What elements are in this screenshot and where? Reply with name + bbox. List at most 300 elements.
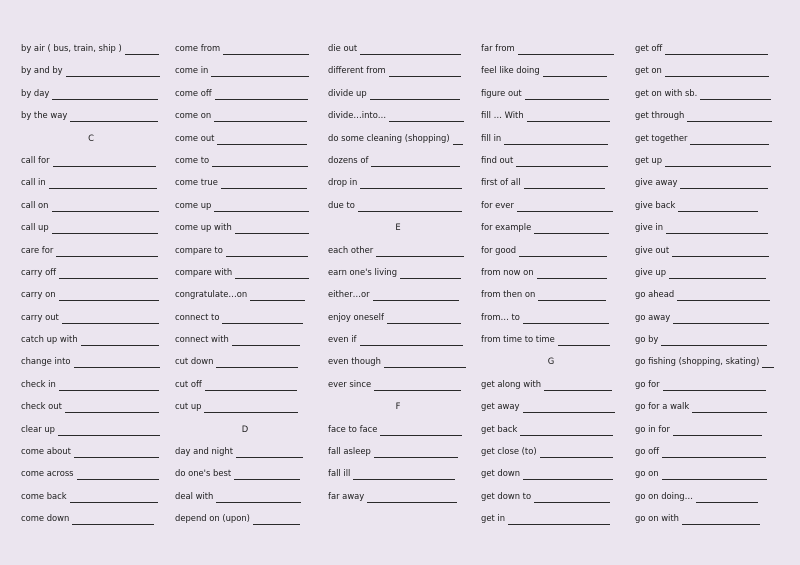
phrase-text: far from bbox=[481, 43, 515, 53]
answer-blank[interactable] bbox=[223, 43, 309, 55]
phrase-text: get off bbox=[635, 43, 663, 53]
phrase-text: come true bbox=[175, 177, 218, 188]
answer-blank[interactable] bbox=[673, 424, 762, 436]
answer-blank[interactable] bbox=[216, 491, 301, 503]
answer-blank[interactable] bbox=[214, 200, 309, 212]
answer-blank[interactable] bbox=[517, 200, 613, 212]
phrase-row bbox=[481, 198, 621, 220]
phrase-text: from time to time bbox=[481, 334, 555, 345]
phrase-text: come off bbox=[175, 87, 212, 98]
answer-blank[interactable] bbox=[374, 446, 458, 458]
phrase-row bbox=[21, 220, 161, 242]
phrase-text: from… to bbox=[481, 311, 520, 322]
phrase-row bbox=[328, 489, 468, 511]
answer-blank[interactable] bbox=[662, 446, 766, 458]
phrase-text: give up bbox=[635, 266, 667, 277]
phrase-row bbox=[481, 332, 621, 354]
section-letter-heading: C bbox=[88, 132, 94, 143]
phrase-text: catch up with bbox=[21, 334, 78, 345]
phrase-text: carry out bbox=[21, 311, 59, 322]
answer-blank[interactable] bbox=[358, 200, 462, 212]
phrase-text: carry off bbox=[21, 266, 56, 277]
phrase-row bbox=[328, 422, 468, 444]
phrase-text: ever since bbox=[328, 378, 372, 389]
answer-blank[interactable] bbox=[235, 267, 309, 279]
phrase-text: go ahead bbox=[635, 289, 675, 300]
phrase-text: by the way bbox=[21, 110, 68, 121]
answer-blank[interactable] bbox=[680, 177, 768, 189]
phrase-text: connect to bbox=[175, 311, 220, 322]
phrase-row bbox=[21, 354, 161, 376]
answer-blank[interactable] bbox=[519, 245, 607, 257]
answer-blank[interactable] bbox=[687, 110, 772, 122]
phrase-text: call in bbox=[21, 177, 46, 188]
phrase-row bbox=[635, 466, 780, 488]
answer-blank[interactable] bbox=[59, 267, 158, 279]
phrase-column bbox=[21, 41, 161, 534]
phrase-row bbox=[635, 86, 780, 108]
phrase-row bbox=[635, 220, 780, 242]
phrase-column bbox=[175, 41, 315, 534]
answer-blank[interactable] bbox=[226, 245, 308, 257]
phrase-text: divide up bbox=[328, 87, 367, 98]
phrase-text: come up bbox=[175, 199, 212, 210]
answer-blank[interactable] bbox=[52, 200, 159, 212]
phrase-text: clear up bbox=[21, 423, 55, 434]
phrase-row bbox=[328, 377, 468, 399]
phrase-column bbox=[481, 41, 621, 534]
phrase-text: get down to bbox=[481, 490, 532, 501]
phrase-text: even though bbox=[328, 356, 381, 367]
phrase-row bbox=[635, 489, 780, 511]
phrase-text: go on with bbox=[635, 513, 679, 524]
phrase-text: fall asleep bbox=[328, 446, 371, 457]
answer-blank[interactable] bbox=[234, 468, 300, 480]
phrase-text: far away bbox=[328, 490, 365, 501]
phrase-row bbox=[635, 63, 780, 85]
phrase-row bbox=[635, 41, 780, 63]
answer-blank[interactable] bbox=[673, 312, 769, 324]
phrase-text: cut up bbox=[175, 401, 202, 412]
answer-blank[interactable] bbox=[527, 110, 610, 122]
phrase-row bbox=[635, 265, 780, 287]
answer-blank[interactable] bbox=[66, 65, 160, 77]
answer-blank[interactable] bbox=[389, 65, 461, 77]
phrase-text: for example bbox=[481, 222, 532, 233]
phrase-text: get away bbox=[481, 401, 520, 412]
phrase-text: from now on bbox=[481, 266, 534, 277]
phrase-text: go in for bbox=[635, 423, 670, 434]
phrase-text: get in bbox=[481, 513, 506, 524]
phrase-text: day and night bbox=[175, 446, 234, 457]
phrase-text: get down bbox=[481, 468, 521, 479]
answer-blank[interactable] bbox=[665, 155, 771, 167]
answer-blank[interactable] bbox=[371, 155, 460, 167]
phrase-row bbox=[175, 377, 315, 399]
answer-blank[interactable] bbox=[666, 222, 768, 234]
answer-blank[interactable] bbox=[70, 491, 158, 503]
answer-blank[interactable] bbox=[56, 245, 158, 257]
phrase-row bbox=[328, 332, 468, 354]
answer-blank[interactable] bbox=[516, 155, 608, 167]
phrase-text: change into bbox=[21, 356, 71, 367]
phrase-text: get on bbox=[635, 65, 662, 76]
phrase-text: either…or bbox=[328, 289, 370, 300]
phrase-row bbox=[328, 131, 468, 153]
answer-blank[interactable] bbox=[384, 356, 466, 368]
phrase-row bbox=[175, 265, 315, 287]
answer-blank[interactable] bbox=[534, 222, 609, 234]
answer-blank[interactable] bbox=[74, 356, 160, 368]
phrase-text: fall ill bbox=[328, 468, 351, 479]
phrase-row bbox=[21, 444, 161, 466]
answer-blank[interactable] bbox=[543, 65, 607, 77]
phrase-row bbox=[21, 377, 161, 399]
phrase-text: come to bbox=[175, 154, 210, 165]
phrase-row bbox=[481, 108, 621, 130]
phrase-text: come out bbox=[175, 132, 215, 143]
answer-blank[interactable] bbox=[540, 446, 613, 458]
phrase-row bbox=[21, 511, 161, 533]
answer-blank[interactable] bbox=[253, 513, 300, 525]
phrase-text: fill … With bbox=[481, 110, 524, 121]
phrase-text: come about bbox=[21, 446, 71, 457]
phrase-row bbox=[21, 399, 161, 421]
phrase-text: for good bbox=[481, 244, 517, 255]
answer-blank[interactable] bbox=[216, 356, 298, 368]
phrase-row bbox=[21, 287, 161, 309]
phrase-text: dozens of bbox=[328, 154, 369, 165]
phrase-row bbox=[328, 86, 468, 108]
phrase-text: feel like doing bbox=[481, 65, 540, 76]
answer-blank[interactable] bbox=[72, 513, 154, 525]
answer-blank[interactable] bbox=[205, 379, 297, 391]
answer-blank[interactable] bbox=[74, 446, 159, 458]
phrase-row bbox=[175, 489, 315, 511]
answer-blank[interactable] bbox=[453, 133, 463, 145]
answer-blank[interactable] bbox=[373, 289, 459, 301]
phrase-text: carry on bbox=[21, 289, 56, 300]
answer-blank[interactable] bbox=[665, 43, 768, 55]
answer-blank[interactable] bbox=[524, 177, 605, 189]
answer-blank[interactable] bbox=[389, 110, 464, 122]
answer-blank[interactable] bbox=[663, 379, 766, 391]
answer-blank[interactable] bbox=[700, 88, 771, 100]
phrase-row bbox=[481, 63, 621, 85]
answer-blank[interactable] bbox=[508, 513, 610, 525]
phrase-text: get along with bbox=[481, 378, 542, 389]
phrase-row bbox=[635, 444, 780, 466]
phrase-row bbox=[175, 63, 315, 85]
phrase-text: check out bbox=[21, 401, 62, 412]
phrase-text: each other bbox=[328, 244, 374, 255]
phrase-row bbox=[175, 332, 315, 354]
phrase-text: come back bbox=[21, 490, 67, 501]
phrase-text: call on bbox=[21, 199, 49, 210]
answer-blank[interactable] bbox=[62, 312, 159, 324]
answer-blank[interactable] bbox=[400, 267, 461, 279]
phrase-row bbox=[328, 175, 468, 197]
phrase-text: go on bbox=[635, 468, 659, 479]
phrase-text: go for a walk bbox=[635, 401, 690, 412]
phrase-row bbox=[21, 265, 161, 287]
phrase-row bbox=[481, 41, 621, 63]
phrase-row bbox=[175, 131, 315, 153]
phrase-row bbox=[21, 153, 161, 175]
phrase-row bbox=[328, 354, 468, 376]
answer-blank[interactable] bbox=[235, 222, 309, 234]
phrase-text: come in bbox=[175, 65, 209, 76]
phrase-row bbox=[635, 175, 780, 197]
phrase-row bbox=[481, 265, 621, 287]
answer-blank[interactable] bbox=[360, 43, 461, 55]
phrase-text: for ever bbox=[481, 199, 514, 210]
phrase-row bbox=[635, 198, 780, 220]
answer-blank[interactable] bbox=[523, 468, 613, 480]
phrase-text: check in bbox=[21, 378, 56, 389]
phrase-row bbox=[635, 332, 780, 354]
phrase-row bbox=[328, 466, 468, 488]
phrase-row bbox=[21, 332, 161, 354]
phrase-text: fill in bbox=[481, 132, 502, 143]
phrase-text: deal with bbox=[175, 490, 214, 501]
answer-blank[interactable] bbox=[518, 43, 614, 55]
answer-blank[interactable] bbox=[387, 312, 461, 324]
phrase-row bbox=[328, 153, 468, 175]
phrase-row bbox=[635, 310, 780, 332]
answer-blank[interactable] bbox=[52, 222, 158, 234]
phrase-text: get up bbox=[635, 154, 663, 165]
answer-blank[interactable] bbox=[504, 133, 608, 145]
answer-blank[interactable] bbox=[558, 334, 610, 346]
phrase-text: get close (to) bbox=[481, 446, 537, 457]
phrase-text: go by bbox=[635, 334, 659, 345]
phrase-text: go fishing (shopping, skating) bbox=[635, 356, 760, 367]
answer-blank[interactable] bbox=[232, 334, 300, 346]
answer-blank[interactable] bbox=[236, 446, 303, 458]
answer-blank[interactable] bbox=[525, 88, 609, 100]
phrase-text: divide…into… bbox=[328, 110, 387, 121]
answer-blank[interactable] bbox=[77, 468, 159, 480]
phrase-row bbox=[328, 243, 468, 265]
phrase-row bbox=[328, 41, 468, 63]
phrase-row bbox=[328, 265, 468, 287]
answer-blank[interactable] bbox=[370, 88, 460, 100]
phrase-row bbox=[175, 108, 315, 130]
answer-blank[interactable] bbox=[376, 245, 464, 257]
answer-blank[interactable] bbox=[70, 110, 158, 122]
phrase-text: different from bbox=[328, 65, 386, 76]
phrase-text: go away bbox=[635, 311, 671, 322]
phrase-text: even if bbox=[328, 334, 357, 345]
phrase-text: come across bbox=[21, 468, 74, 479]
phrase-row bbox=[21, 108, 161, 130]
phrase-text: go off bbox=[635, 446, 659, 457]
phrase-row bbox=[481, 86, 621, 108]
phrase-text: care for bbox=[21, 244, 54, 255]
answer-blank[interactable] bbox=[217, 133, 307, 145]
phrase-row bbox=[21, 63, 161, 85]
phrase-row bbox=[21, 41, 161, 63]
phrase-row bbox=[175, 86, 315, 108]
answer-blank[interactable] bbox=[696, 491, 758, 503]
phrase-row bbox=[635, 287, 780, 309]
phrase-row bbox=[175, 511, 315, 533]
phrase-row bbox=[21, 198, 161, 220]
answer-blank[interactable] bbox=[690, 133, 769, 145]
phrase-row bbox=[21, 422, 161, 444]
answer-blank[interactable] bbox=[59, 379, 159, 391]
phrase-row bbox=[481, 444, 621, 466]
phrase-text: compare to bbox=[175, 244, 223, 255]
answer-blank[interactable] bbox=[212, 155, 308, 167]
phrase-row bbox=[481, 131, 621, 153]
phrase-text: cut off bbox=[175, 378, 202, 389]
phrase-column bbox=[635, 41, 780, 534]
phrase-row bbox=[635, 243, 780, 265]
phrase-row bbox=[481, 399, 621, 421]
phrase-row bbox=[481, 175, 621, 197]
phrase-row bbox=[635, 399, 780, 421]
phrase-text: do one's best bbox=[175, 468, 232, 479]
answer-blank[interactable] bbox=[523, 401, 615, 413]
phrase-text: come on bbox=[175, 110, 212, 121]
answer-blank[interactable] bbox=[523, 312, 609, 324]
answer-blank[interactable] bbox=[53, 155, 156, 167]
answer-blank[interactable] bbox=[222, 312, 303, 324]
phrase-text: by air ( bus, train, ship ) bbox=[21, 43, 122, 53]
answer-blank[interactable] bbox=[214, 110, 307, 122]
answer-blank[interactable] bbox=[65, 401, 159, 413]
answer-blank[interactable] bbox=[211, 65, 309, 77]
phrase-row bbox=[21, 310, 161, 332]
phrase-text: figure out bbox=[481, 87, 522, 98]
phrase-row bbox=[175, 399, 315, 421]
answer-blank[interactable] bbox=[49, 177, 157, 189]
phrase-row bbox=[21, 466, 161, 488]
phrase-text: by and by bbox=[21, 65, 63, 76]
answer-blank[interactable] bbox=[677, 289, 770, 301]
phrase-text: come from bbox=[175, 43, 221, 53]
phrase-text: give back bbox=[635, 199, 676, 210]
answer-blank[interactable] bbox=[662, 468, 767, 480]
phrase-text: depend on (upon) bbox=[175, 513, 250, 524]
phrase-row bbox=[328, 198, 468, 220]
phrase-text: cut down bbox=[175, 356, 214, 367]
phrase-row bbox=[481, 310, 621, 332]
section-letter-heading: E bbox=[395, 222, 401, 233]
phrase-row bbox=[481, 511, 621, 533]
phrase-text: go on doing… bbox=[635, 490, 693, 501]
answer-blank[interactable] bbox=[215, 88, 308, 100]
phrase-row bbox=[481, 243, 621, 265]
answer-blank[interactable] bbox=[692, 401, 767, 413]
phrase-text: die out bbox=[328, 43, 358, 53]
answer-blank[interactable] bbox=[537, 267, 607, 279]
phrase-text: call up bbox=[21, 222, 49, 233]
phrase-row bbox=[21, 86, 161, 108]
answer-blank[interactable] bbox=[52, 88, 158, 100]
phrase-text: by day bbox=[21, 87, 50, 98]
phrase-row bbox=[175, 153, 315, 175]
phrase-row bbox=[175, 287, 315, 309]
answer-blank[interactable] bbox=[544, 379, 612, 391]
phrase-row bbox=[481, 377, 621, 399]
answer-blank[interactable] bbox=[678, 200, 758, 212]
phrase-text: earn one's living bbox=[328, 266, 398, 277]
answer-blank[interactable] bbox=[682, 513, 760, 525]
phrase-row bbox=[481, 287, 621, 309]
phrase-row bbox=[328, 63, 468, 85]
phrase-row bbox=[635, 108, 780, 130]
phrase-row bbox=[635, 131, 780, 153]
phrase-row bbox=[175, 220, 315, 242]
phrase-row bbox=[635, 422, 780, 444]
phrase-text: get back bbox=[481, 423, 518, 434]
phrase-row bbox=[21, 243, 161, 265]
phrase-text: compare with bbox=[175, 266, 233, 277]
phrase-row bbox=[481, 153, 621, 175]
phrase-row bbox=[328, 287, 468, 309]
phrase-row bbox=[481, 422, 621, 444]
phrase-text: congratulate…on bbox=[175, 289, 248, 300]
phrase-row bbox=[481, 489, 621, 511]
answer-blank[interactable] bbox=[221, 177, 307, 189]
answer-blank[interactable] bbox=[59, 289, 159, 301]
answer-blank[interactable] bbox=[204, 401, 298, 413]
phrase-text: go for bbox=[635, 378, 660, 389]
answer-blank[interactable] bbox=[374, 379, 461, 391]
phrase-row bbox=[175, 41, 315, 63]
section-letter-heading: G bbox=[547, 356, 555, 367]
phrase-text: get together bbox=[635, 132, 688, 143]
phrase-text: come down bbox=[21, 513, 70, 524]
phrase-text: get through bbox=[635, 110, 685, 121]
phrase-row bbox=[635, 153, 780, 175]
phrase-row bbox=[175, 175, 315, 197]
phrase-row bbox=[635, 354, 780, 376]
phrase-row bbox=[328, 444, 468, 466]
phrase-text: from then on bbox=[481, 289, 536, 300]
phrase-row bbox=[481, 466, 621, 488]
answer-blank[interactable] bbox=[353, 468, 455, 480]
phrase-row bbox=[175, 243, 315, 265]
phrase-text: get on with sb. bbox=[635, 87, 698, 98]
answer-blank[interactable] bbox=[360, 177, 462, 189]
answer-blank[interactable] bbox=[665, 65, 769, 77]
section-letter-heading: F bbox=[395, 401, 401, 412]
answer-blank[interactable] bbox=[672, 245, 769, 257]
phrase-text: come up with bbox=[175, 222, 232, 233]
answer-blank[interactable] bbox=[380, 424, 462, 436]
answer-blank[interactable] bbox=[125, 43, 159, 55]
answer-blank[interactable] bbox=[58, 424, 160, 436]
answer-blank[interactable] bbox=[762, 356, 774, 368]
answer-blank[interactable] bbox=[661, 334, 767, 346]
answer-blank[interactable] bbox=[534, 491, 610, 503]
answer-blank[interactable] bbox=[669, 267, 766, 279]
phrase-text: enjoy oneself bbox=[328, 311, 384, 322]
answer-blank[interactable] bbox=[250, 289, 305, 301]
answer-blank[interactable] bbox=[520, 424, 613, 436]
phrase-text: give in bbox=[635, 222, 664, 233]
answer-blank[interactable] bbox=[81, 334, 159, 346]
answer-blank[interactable] bbox=[538, 289, 606, 301]
phrase-row bbox=[328, 108, 468, 130]
answer-blank[interactable] bbox=[360, 334, 463, 346]
answer-blank[interactable] bbox=[367, 491, 457, 503]
section-letter-heading: D bbox=[241, 423, 249, 434]
